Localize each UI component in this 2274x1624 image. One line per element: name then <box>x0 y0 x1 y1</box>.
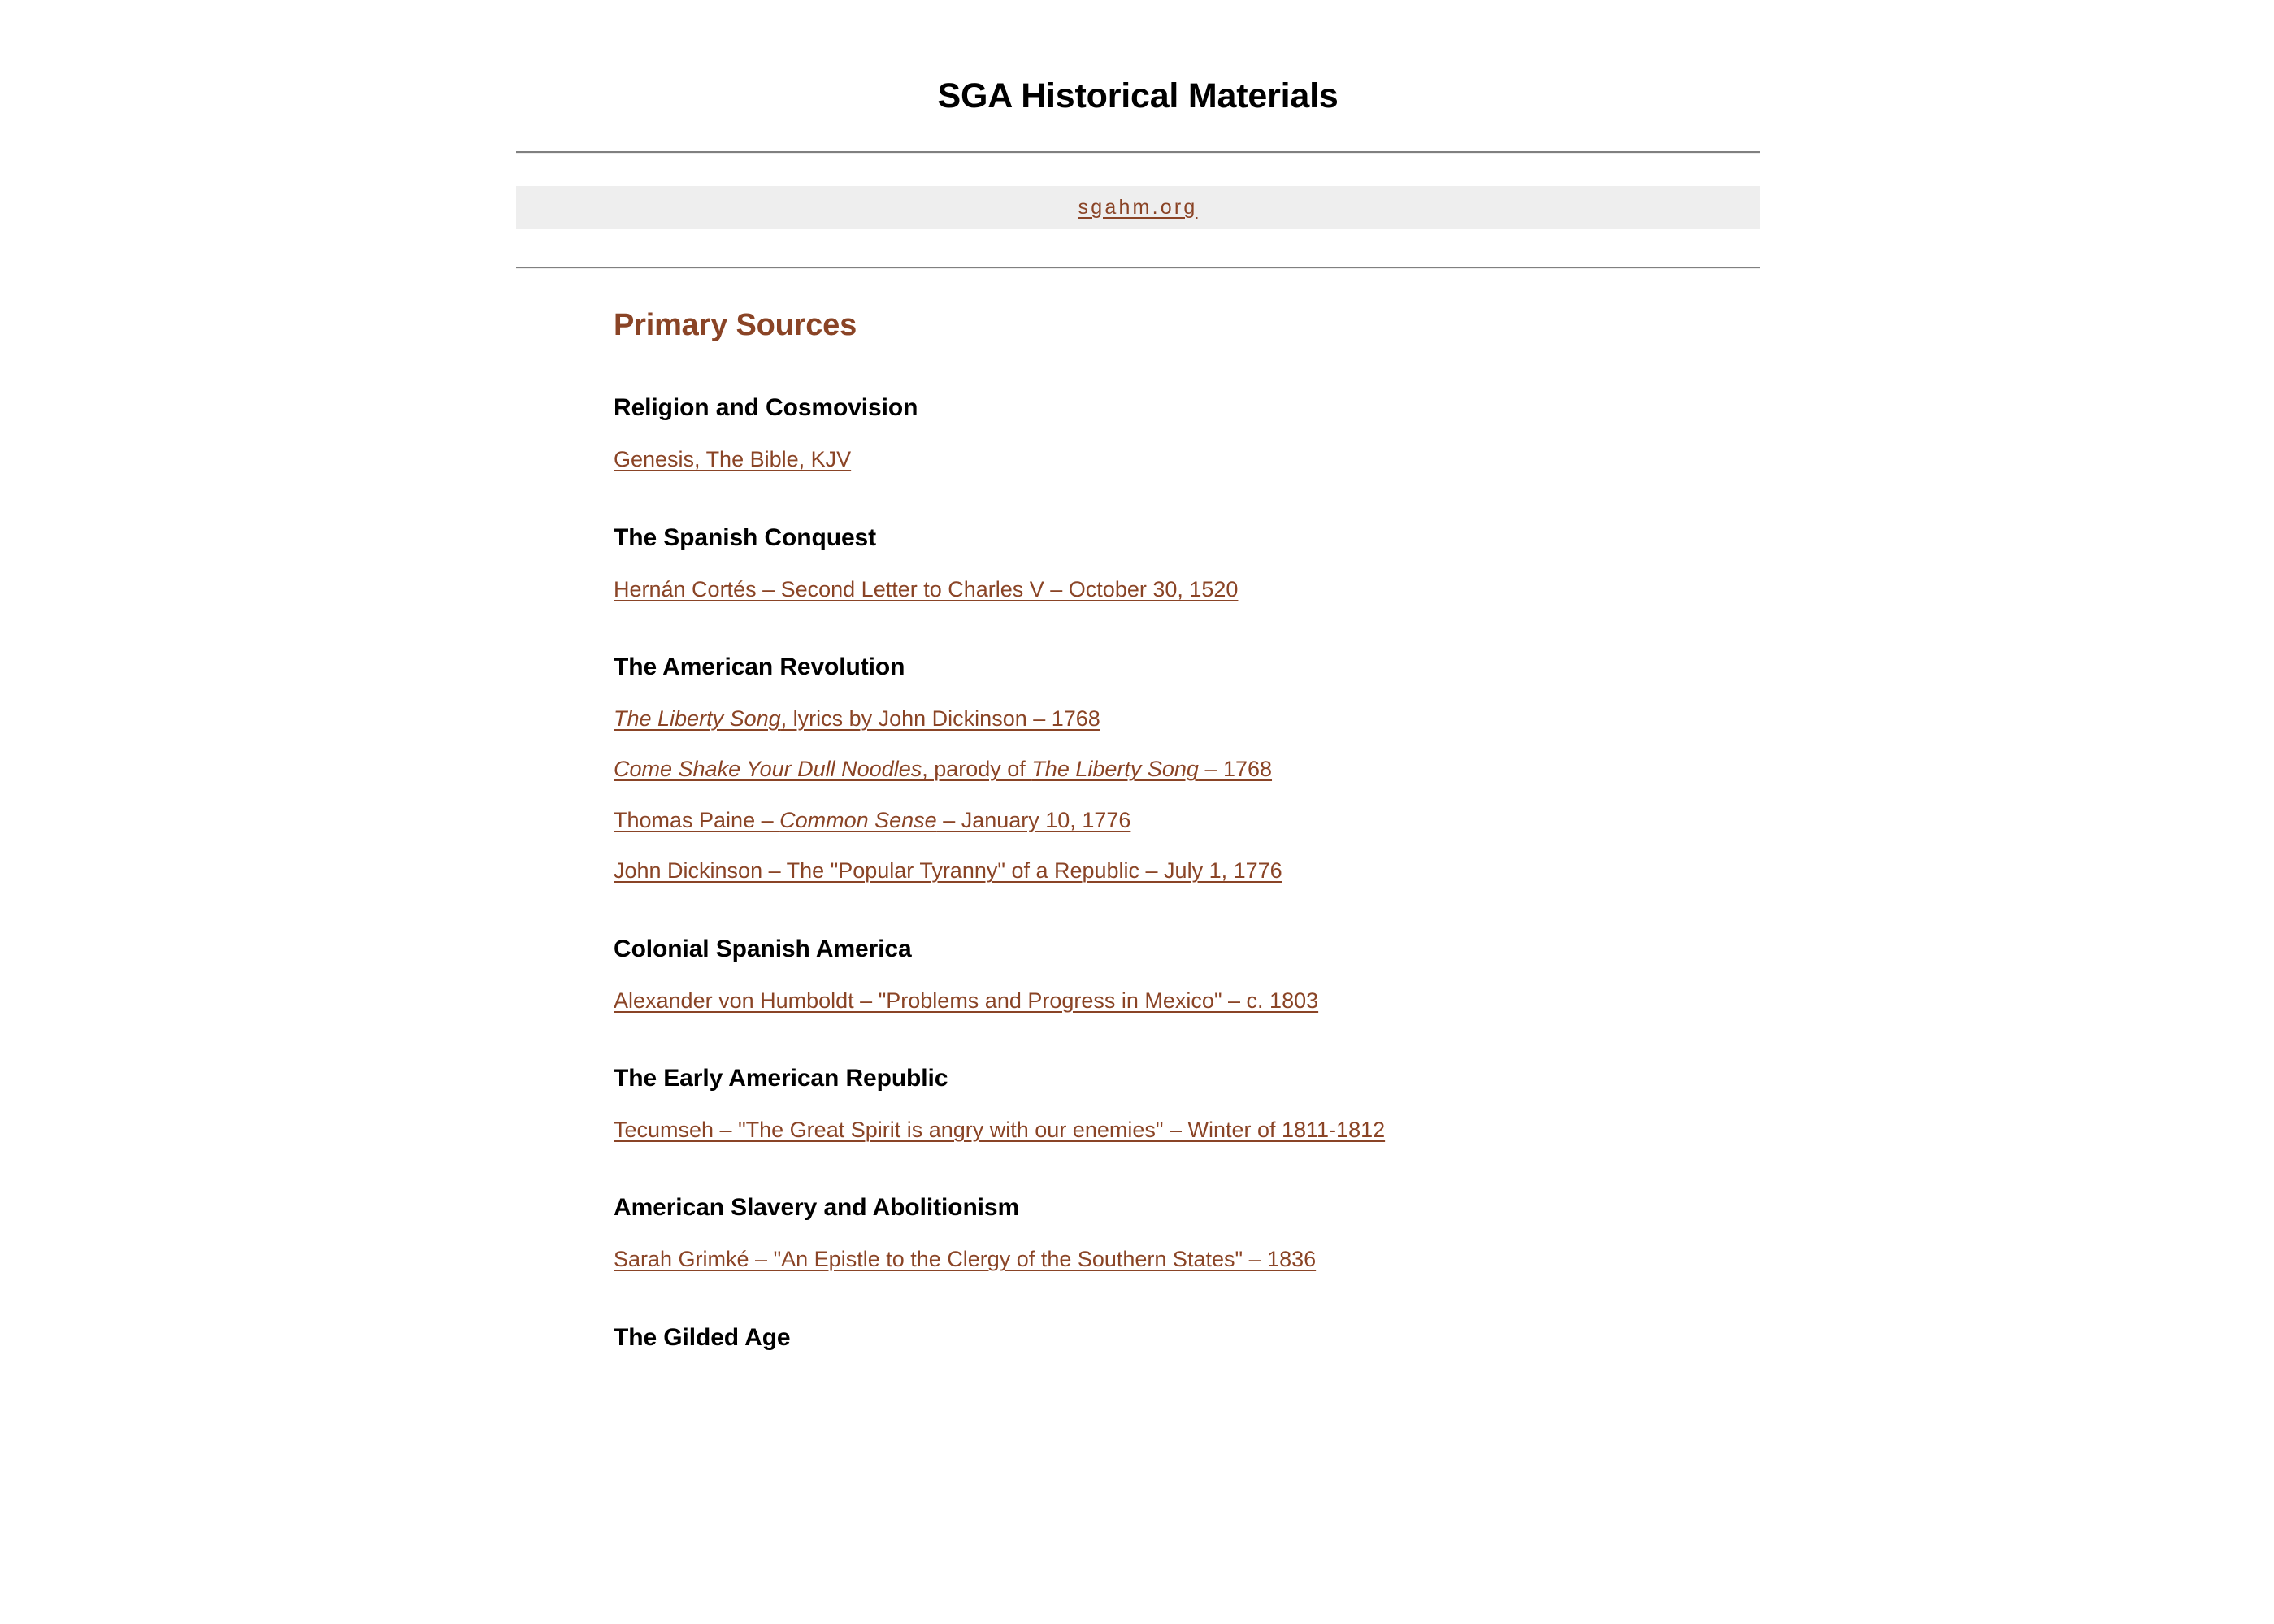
source-link[interactable] <box>614 808 1130 832</box>
source-link[interactable] <box>614 706 1100 731</box>
subsection-heading: The Gilded Age <box>614 1323 791 1351</box>
source-link[interactable] <box>614 858 1282 883</box>
source-text: – 1768 <box>1198 757 1273 782</box>
source-link[interactable] <box>614 577 1238 601</box>
source-link[interactable] <box>614 1118 1385 1142</box>
source-text: Sarah Grimké – "An Epistle to the Clergy of the Southern States" – 1836 <box>614 1247 1317 1272</box>
source-entry <box>614 422 1760 472</box>
source-title-italic: The Liberty Song <box>614 706 781 732</box>
subsection-heading: Colonial Spanish America <box>614 935 912 962</box>
source-title-italic: Come Shake Your Dull Noodles <box>614 757 922 782</box>
site-url-link[interactable]: sgahm.org <box>1078 196 1198 219</box>
source-text: Hernán Cortés – Second Letter to Charles V – October 30, 1520 <box>614 576 1239 601</box>
source-entry <box>614 552 1760 602</box>
source-text: John Dickinson – The "Popular Tyranny" of a Republic – July 1, 1776 <box>614 858 1282 884</box>
source-link[interactable] <box>614 988 1318 1013</box>
source-text: Thomas Paine – <box>614 807 780 832</box>
subsection-heading: The Spanish Conquest <box>614 523 877 551</box>
section-heading-primary-sources: Primary Sources <box>614 308 857 343</box>
main-content <box>516 269 1760 1352</box>
source-text: – January 10, 1776 <box>936 807 1131 832</box>
page-title: SGA Historical Materials <box>937 76 1339 115</box>
source-entry <box>614 1092 1760 1143</box>
subsection-heading: The Early American Republic <box>614 1065 948 1092</box>
site-url-bar <box>516 186 1760 229</box>
source-link[interactable] <box>614 447 851 471</box>
subsection-list <box>614 343 1760 1352</box>
source-link[interactable] <box>614 1247 1316 1271</box>
page-container <box>516 0 1760 1352</box>
source-text: Alexander von Humboldt – "Problems and Progress in Mexico" – c. 1803 <box>614 988 1319 1013</box>
source-text: , lyrics by John Dickinson – 1768 <box>780 706 1100 732</box>
divider-top <box>516 151 1760 154</box>
source-text: , parody of <box>922 757 1032 782</box>
subsection-heading: American Slavery and Abolitionism <box>614 1194 1020 1222</box>
source-entry <box>614 783 1760 833</box>
source-title-italic: Common Sense <box>779 807 937 832</box>
source-text: Genesis, The Bible, KJV <box>614 447 852 472</box>
subsection-heading: The American Revolution <box>614 654 905 681</box>
source-title-italic: The Liberty Song <box>1031 757 1199 782</box>
source-text: Tecumseh – "The Great Spirit is angry with our enemies" – Winter of 1811-1812 <box>614 1118 1386 1143</box>
subsection-heading: Religion and Cosmovision <box>614 394 918 422</box>
source-entry <box>614 963 1760 1014</box>
source-entry <box>614 833 1760 884</box>
source-link[interactable] <box>614 757 1272 781</box>
source-entry <box>614 1222 1760 1272</box>
source-entry <box>614 732 1760 782</box>
source-entry <box>614 681 1760 732</box>
